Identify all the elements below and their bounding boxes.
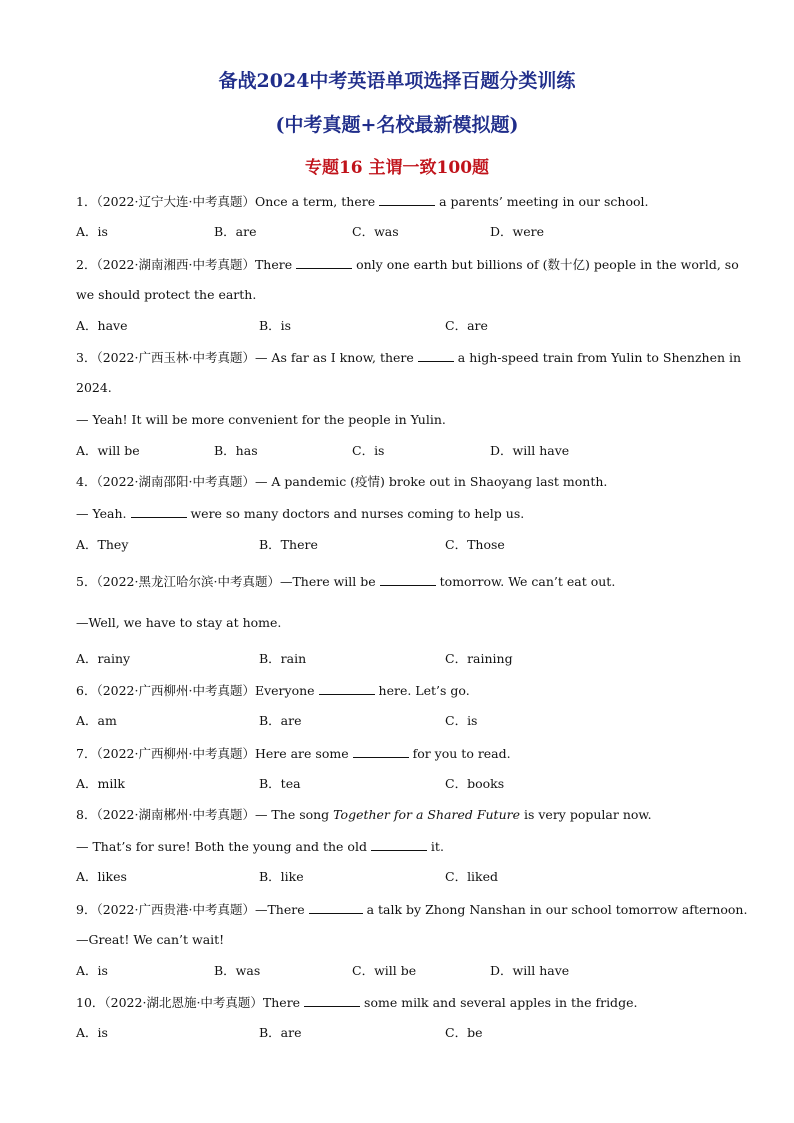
answer-blank — [353, 745, 409, 758]
question-text: a parents’ meeting in our school. — [439, 194, 649, 209]
option-d[interactable]: D．will have — [490, 443, 570, 458]
option-c[interactable]: C．is — [445, 713, 478, 728]
question-1 — [76, 193, 649, 210]
option-b[interactable]: B．There — [259, 537, 318, 552]
question-9 — [76, 901, 747, 918]
option-c[interactable]: C．are — [445, 318, 488, 333]
option-a[interactable]: A．will be — [76, 443, 140, 458]
question-2-line-2: we should protect the earth. — [76, 287, 257, 302]
answer-blank — [379, 193, 435, 206]
question-text: 1．（2022·辽宁大连·中考真题）Once a term, there — [76, 194, 376, 209]
question-8 — [76, 807, 652, 823]
option-b[interactable]: B．like — [259, 869, 304, 884]
option-a[interactable]: A．have — [76, 318, 128, 333]
answer-blank — [418, 349, 454, 362]
answer-blank — [319, 682, 375, 695]
option-c[interactable]: C．liked — [445, 869, 499, 884]
option-a[interactable]: A．likes — [76, 869, 127, 884]
question-3-line-2: 2024. — [76, 380, 112, 395]
option-b[interactable]: B．rain — [259, 651, 307, 666]
answer-blank — [380, 573, 436, 586]
question-7 — [76, 745, 511, 762]
option-d[interactable]: D．will have — [490, 963, 570, 978]
question-5-line-2: —Well, we have to stay at home. — [76, 615, 282, 630]
question-text: it. — [430, 839, 444, 854]
document-title: 备战2024中考英语单项选择百题分类训练 — [218, 70, 576, 92]
question-3-line-3: — Yeah! It will be more convenient for the people in Yulin. — [76, 412, 446, 427]
answer-blank — [371, 838, 427, 851]
option-c[interactable]: C．raining — [445, 651, 513, 666]
question-text: for you to read. — [412, 746, 511, 761]
question-text: 3．（2022·广西玉林·中考真题）— As far as I know, there — [76, 350, 414, 365]
question-text: some milk and several apples in the fridge. — [364, 995, 638, 1010]
answer-blank — [304, 994, 360, 1007]
answer-blank — [296, 256, 352, 269]
option-c[interactable]: C．will be — [352, 963, 417, 978]
question-10 — [76, 994, 637, 1011]
topic-heading: 专题16 主谓一致100题 — [304, 158, 490, 178]
question-4-line-2 — [76, 505, 524, 522]
option-b[interactable]: B．has — [214, 443, 258, 458]
song-title: Together for a Shared Future — [333, 807, 520, 822]
option-b[interactable]: B．is — [259, 318, 292, 333]
option-b[interactable]: B．are — [214, 224, 257, 239]
question-text: 10．（2022·湖北恩施·中考真题）There — [76, 995, 301, 1010]
question-text: a talk by Zhong Nanshan in our school tomorrow afternoon. — [366, 902, 748, 917]
question-3 — [76, 349, 741, 366]
question-text: 8．（2022·湖南郴州·中考真题）— The song — [76, 807, 330, 822]
option-a[interactable]: A．am — [76, 713, 117, 728]
question-text: 2．（2022·湖南湘西·中考真题）There — [76, 257, 293, 272]
document-subtitle: (中考真题+名校最新模拟题) — [275, 114, 519, 136]
question-text: 7．（2022·广西柳州·中考真题）Here are some — [76, 746, 349, 761]
question-6 — [76, 682, 470, 699]
question-text: 9．（2022·广西贵港·中考真题）—There — [76, 902, 305, 917]
question-text: tomorrow. We can’t eat out. — [439, 574, 616, 589]
answer-blank — [131, 505, 187, 518]
option-b[interactable]: B．are — [259, 713, 302, 728]
question-4: 4．（2022·湖南邵阳·中考真题）— A pandemic (疫情) broke out in Shaoyang last month. — [76, 474, 608, 489]
option-a[interactable]: A．They — [76, 537, 129, 552]
option-b[interactable]: B．was — [214, 963, 261, 978]
question-text: is very popular now. — [523, 807, 652, 822]
option-c[interactable]: C．Those — [445, 537, 505, 552]
option-a[interactable]: A．is — [76, 963, 108, 978]
option-c[interactable]: C．be — [445, 1025, 483, 1040]
question-text: 5．（2022·黑龙江哈尔滨·中考真题）—There will be — [76, 574, 376, 589]
option-c[interactable]: C．books — [445, 776, 505, 791]
question-text: only one earth but billions of (数十亿) people in the world, so — [356, 257, 739, 272]
option-d[interactable]: D．were — [490, 224, 544, 239]
option-b[interactable]: B．tea — [259, 776, 301, 791]
question-text: — That’s for sure! Both the young and the old — [76, 839, 367, 854]
question-2 — [76, 256, 739, 273]
option-b[interactable]: B．are — [259, 1025, 302, 1040]
question-text: here. Let’s go. — [378, 683, 470, 698]
question-text: — Yeah. — [76, 506, 127, 521]
option-a[interactable]: A．is — [76, 1025, 108, 1040]
option-c[interactable]: C．is — [352, 443, 385, 458]
answer-blank — [309, 901, 363, 914]
option-c[interactable]: C．was — [352, 224, 399, 239]
option-a[interactable]: A．milk — [76, 776, 125, 791]
question-5 — [76, 573, 615, 590]
question-text: a high-speed train from Yulin to Shenzhen in — [457, 350, 742, 365]
option-a[interactable]: A．rainy — [76, 651, 131, 666]
question-text: 6．（2022·广西柳州·中考真题）Everyone — [76, 683, 315, 698]
question-9-line-2: —Great! We can’t wait! — [76, 932, 225, 947]
option-a[interactable]: A．is — [76, 224, 108, 239]
question-text: were so many doctors and nurses coming to help us. — [190, 506, 525, 521]
question-8-line-2 — [76, 838, 444, 855]
